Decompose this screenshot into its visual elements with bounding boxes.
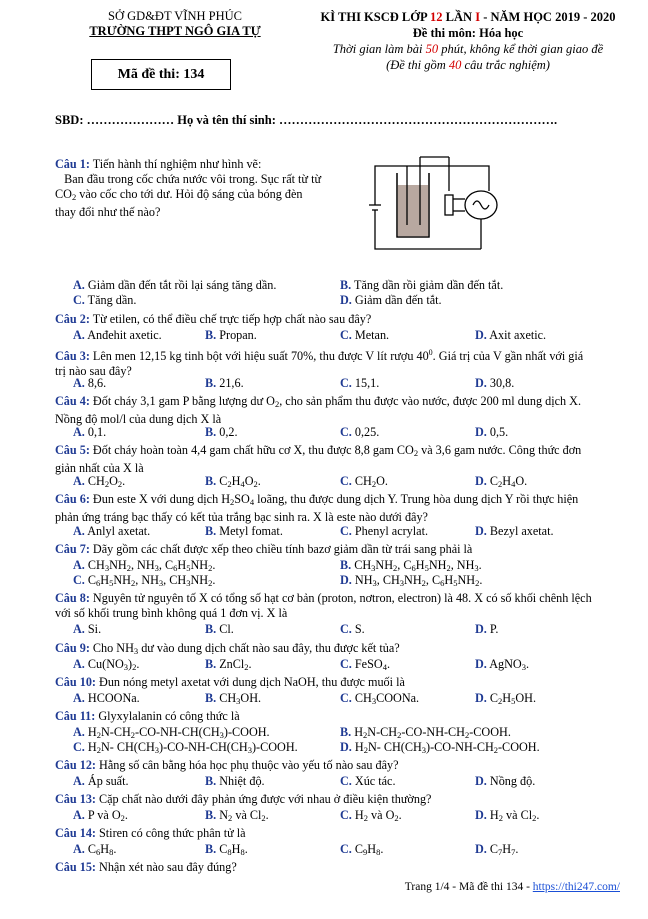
q2-option-b[interactable]: B. Propan.: [205, 328, 257, 342]
experiment-diagram: [357, 153, 507, 253]
question-12: Câu 12: Hằng số cân bằng hóa học phụ thuộc vào yếu tố nào sau đây?: [55, 758, 399, 772]
q11-option-a[interactable]: A. $H_2N-CH_2-CO-NH-CH(CH_3)$-COOH.: [73, 725, 270, 740]
question-10: Câu 10: Đun nóng metyl axetat với dung dịch NaOH, thu được muối là: [55, 675, 405, 689]
time-line: Thời gian làm bài 50 phút, không kể thời gian giao đề: [332, 42, 604, 56]
q5-option-b[interactable]: B. $C_2H_4O_2$.: [205, 474, 261, 489]
q3-option-c[interactable]: C. 15,1.: [340, 376, 380, 390]
q11-option-b[interactable]: B. $H_2N-CH_2-CO-NH-CH_2$-COOH.: [340, 725, 511, 740]
question-11: Câu 11: Glyxylalanin có công thức là: [55, 709, 240, 723]
q9-option-c[interactable]: C. FeSO$_4$.: [340, 657, 390, 672]
q7-option-d[interactable]: D. $NH_3$, $CH_3NH_2$, $C_6H_5NH_2$.: [340, 573, 483, 588]
q4-option-a[interactable]: A. 0,1.: [73, 425, 107, 439]
q1-option-d[interactable]: D. Giảm dần đến tắt.: [340, 293, 442, 307]
q14-option-d[interactable]: D. $C_7H_7$.: [475, 842, 519, 857]
q10-option-a[interactable]: A. HCOONa.: [73, 691, 140, 705]
header-left: [60, 9, 290, 39]
q6-option-c[interactable]: C. Phenyl acrylat.: [340, 524, 429, 538]
q6-option-a[interactable]: A. Anlyl axetat.: [73, 524, 151, 538]
q2-option-c[interactable]: C. Metan.: [340, 328, 390, 342]
q14-option-c[interactable]: C. $C_9H_8$.: [340, 842, 384, 857]
q6-option-b[interactable]: B. Metyl fomat.: [205, 524, 283, 538]
q2-option-d[interactable]: D. Axit axetic.: [475, 328, 547, 342]
q7-option-b[interactable]: B. $CH_3NH_2$, $C_6H_5NH_2$, $NH_3$.: [340, 558, 482, 573]
q6-option-d[interactable]: D. Bezyl axetat.: [475, 524, 554, 538]
q10-option-b[interactable]: B. $CH_3OH$.: [205, 691, 262, 706]
question-3: Câu 3: Lên men 12,15 kg tinh bột với hiệu suất 70%, thu được V lít rượu $40^0$. Giá trị của V gần nhất với giá trị nào sau đây?: [55, 348, 584, 379]
q4-option-d[interactable]: D. 0,5.: [475, 425, 509, 439]
q7-option-c[interactable]: C. $C_6H_5NH_2$, $NH_3$, $CH_3NH_2$.: [73, 573, 216, 588]
q1-option-b[interactable]: B. Tăng dần rồi giảm dần đến tắt.: [340, 278, 504, 292]
question-1: Câu 1: Tiến hành thí nghiệm như hình vẽ: Ban đầu trong cốc chứa nước vôi trong. Sục rất từ từ $CO_2$ vào cốc cho tới dư. Hỏi độ sáng của bóng đèn thay đổi như thế nào?: [55, 157, 322, 219]
q5-option-c[interactable]: C. $CH_2O$.: [340, 474, 388, 489]
exam-title: KÌ THI KSCĐ LỚP 12 LẦN I - NĂM HỌC 2019 - 2020: [320, 10, 616, 24]
q14-option-a[interactable]: A. $C_6H_8$.: [73, 842, 117, 857]
q12-option-a[interactable]: A. Áp suất.: [73, 774, 129, 788]
q14-option-b[interactable]: B. $C_8H_8$.: [205, 842, 248, 857]
q3-option-a[interactable]: A. 8,6.: [73, 376, 107, 390]
question-4: Câu 4: Đốt cháy 3,1 gam P bằng lượng dư $O_2$, cho sản phẩm thu được vào nước, được 200 ml dung dịch X. Nồng độ mol/l của dung dịch X là: [55, 394, 582, 426]
footer-text: Trang 1/4 - Mã đề thi 134 -: [404, 881, 533, 893]
q3-option-d[interactable]: D. 30,8.: [475, 376, 515, 390]
q7-option-a[interactable]: A. $CH_3NH_2$, $NH_3$, $C_6H_5NH_2$.: [73, 558, 216, 573]
q8-option-d[interactable]: D. P.: [475, 622, 499, 636]
q13-option-b[interactable]: B. $N_2$ và $Cl_2$.: [205, 808, 269, 823]
q12-option-c[interactable]: C. Xúc tác.: [340, 774, 396, 788]
q10-option-d[interactable]: D. $C_2H_5OH$.: [475, 691, 537, 706]
department-name: SỞ GD&ĐT VĨNH PHÚC: [108, 9, 242, 23]
q13-option-d[interactable]: D. $H_2$ và $Cl_2$.: [475, 808, 540, 823]
question-7: Câu 7: Dãy gồm các chất được xếp theo chiều tính bazơ giảm dần từ trái sang phải là: [55, 542, 473, 556]
q1-option-a[interactable]: A. Giảm dần đến tắt rồi lại sáng tăng dần.: [73, 278, 277, 292]
question-9: Câu 9: Cho $NH_3$ dư vào dung dịch chất nào sau đây, thu được kết tủa?: [55, 641, 400, 656]
q3-option-b[interactable]: B. 21,6.: [205, 376, 244, 390]
question-13: Câu 13: Cặp chất nào dưới đây phản ứng được với nhau ở điều kiện thường?: [55, 792, 432, 806]
question-8: Câu 8: Nguyên tử nguyên tố X có tổng số hạt cơ bản (proton, nơtron, electron) là 48. X có số khối chênh lệch với số khối trung bình không quá 1 đơn vị. X là: [55, 591, 592, 620]
q8-option-a[interactable]: A. Si.: [73, 622, 102, 636]
subject-line: Đề thi môn: Hóa học: [412, 26, 524, 40]
footer-link[interactable]: https://thi247.com/: [532, 881, 620, 893]
q4-option-b[interactable]: B. 0,2.: [205, 425, 238, 439]
q12-option-b[interactable]: B. Nhiệt độ.: [205, 774, 265, 788]
question-5: Câu 5: Đốt cháy hoàn toàn 4,4 gam chất hữu cơ X, thu được 8,8 gam $CO_2$ và 3,6 gam nước. Công thức đơn giản nhất của X là: [55, 443, 582, 475]
candidate-info-line: SBD: ………………… Họ và tên thí sinh: ………………………………………………………….: [55, 113, 558, 127]
header-right: [283, 9, 648, 73]
question-6: Câu 6: Đun este X với dung dịch $H_2SO_4$ loãng, thu được dung dịch Y. Trung hòa dung dịch Y rồi thực hiện phản ứng tráng bạc thấy có kết tủa trắng bạc sinh ra. X là este nào dưới đây?: [55, 492, 579, 524]
q5-option-a[interactable]: A. $CH_2O_2$.: [73, 474, 126, 489]
exam-code-box: Mã đề thi: 134: [91, 59, 231, 90]
page-footer: [405, 881, 620, 893]
q1-option-c[interactable]: C. Tăng dần.: [73, 293, 137, 307]
q8-option-b[interactable]: B. Cl.: [205, 622, 234, 636]
question-count-line: (Đề thi gồm 40 câu trắc nghiệm): [386, 58, 550, 72]
q9-option-d[interactable]: D. AgNO$_3$.: [475, 657, 530, 672]
q9-option-a[interactable]: A. $Cu(NO_3)_2$.: [73, 657, 140, 672]
question-14: Câu 14: Stiren có công thức phân tử là: [55, 826, 246, 840]
question-2: Câu 2: Từ etilen, có thể điều chế trực tiếp hợp chất nào sau đây?: [55, 312, 372, 326]
q13-option-c[interactable]: C. $H_2$ và $O_2$.: [340, 808, 402, 823]
q8-option-c[interactable]: C. S.: [340, 622, 365, 636]
q9-option-b[interactable]: B. ZnCl$_2$.: [205, 657, 252, 672]
question-15: Câu 15: Nhận xét nào sau đây đúng?: [55, 860, 237, 874]
q13-option-a[interactable]: A. P và $O_2$.: [73, 808, 128, 823]
q2-option-a[interactable]: A. Anđehit axetic.: [73, 328, 162, 342]
q4-option-c[interactable]: C. 0,25.: [340, 425, 380, 439]
q5-option-d[interactable]: D. $C_2H_4O$.: [475, 474, 528, 489]
q11-option-c[interactable]: C. $H_2N-$ $CH(CH_3)-CO-NH-CH(CH_3)$-COOH.: [73, 740, 298, 755]
q10-option-c[interactable]: C. $CH_3COONa$.: [340, 691, 420, 706]
school-name: TRƯỜNG THPT NGÔ GIA TỰ: [89, 24, 261, 38]
q11-option-d[interactable]: D. $H_2N-$ $CH(CH_3)-CO-NH-CH_2$-COOH.: [340, 740, 540, 755]
q12-option-d[interactable]: D. Nồng độ.: [475, 774, 536, 788]
